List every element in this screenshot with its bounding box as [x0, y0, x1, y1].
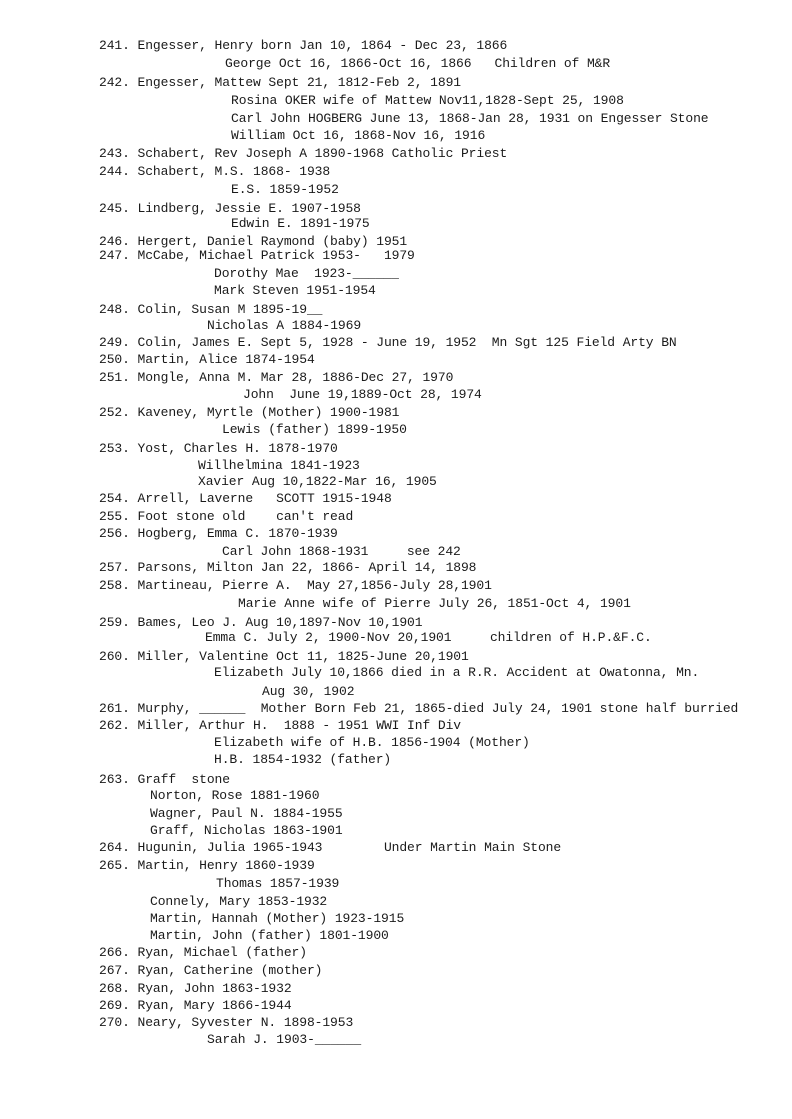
entry-line: Carl John 1868-1931 see 242 [222, 544, 461, 559]
entry-line: Dorothy Mae 1923-______ [214, 266, 399, 281]
entry-line: 252. Kaveney, Myrtle (Mother) 1900-1981 [99, 405, 400, 420]
entry-line: Carl John HOGBERG June 13, 1868-Jan 28, 1931 on Engesser Stone [231, 111, 709, 126]
entry-line: Wagner, Paul N. 1884-1955 [150, 806, 343, 821]
entry-line: Xavier Aug 10,1822-Mar 16, 1905 [198, 474, 437, 489]
entry-line: Nicholas A 1884-1969 [207, 318, 362, 333]
entry-line: 248. Colin, Susan M 1895-19__ [99, 302, 323, 317]
entry-line: 251. Mongle, Anna M. Mar 28, 1886-Dec 27, 1970 [99, 370, 454, 385]
entry-line: 253. Yost, Charles H. 1878-1970 [99, 441, 338, 456]
entry-line: 265. Martin, Henry 1860-1939 [99, 858, 315, 873]
entry-line: Edwin E. 1891-1975 [231, 216, 370, 231]
entry-line: Elizabeth wife of H.B. 1856-1904 (Mother) [214, 735, 530, 750]
entry-line: Connely, Mary 1853-1932 [150, 894, 328, 909]
entry-line: 260. Miller, Valentine Oct 11, 1825-June 20,1901 [99, 649, 469, 664]
entry-line: 243. Schabert, Rev Joseph A 1890-1968 Catholic Priest [99, 146, 508, 161]
entry-line: Lewis (father) 1899-1950 [222, 422, 407, 437]
entry-line: Thomas 1857-1939 [216, 876, 340, 891]
entry-line: 255. Foot stone old can't read [99, 509, 354, 524]
entry-line: 250. Martin, Alice 1874-1954 [99, 352, 315, 367]
entry-line: 241. Engesser, Henry born Jan 10, 1864 - Dec 23, 1866 [99, 38, 508, 53]
entry-line: Mark Steven 1951-1954 [214, 283, 376, 298]
entry-line: 245. Lindberg, Jessie E. 1907-1958 [99, 201, 361, 216]
entry-line: 264. Hugunin, Julia 1965-1943 Under Martin Main Stone [99, 840, 562, 855]
entry-line: E.S. 1859-1952 [231, 182, 339, 197]
entry-line: 242. Engesser, Mattew Sept 21, 1812-Feb 2, 1891 [99, 75, 461, 90]
entry-line: 267. Ryan, Catherine (mother) [99, 963, 323, 978]
entry-line: 244. Schabert, M.S. 1868- 1938 [99, 164, 331, 179]
entry-line: Martin, John (father) 1801-1900 [150, 928, 389, 943]
entry-line: Norton, Rose 1881-1960 [150, 788, 320, 803]
entry-line: 247. McCabe, Michael Patrick 1953- 1979 [99, 248, 415, 263]
entry-line: 246. Hergert, Daniel Raymond (baby) 1951 [99, 234, 408, 249]
entry-line: Emma C. July 2, 1900-Nov 20,1901 children of H.P.&F.C. [205, 630, 652, 645]
entry-line: 259. Bames, Leo J. Aug 10,1897-Nov 10,1901 [99, 615, 423, 630]
entry-line: Marie Anne wife of Pierre July 26, 1851-Oct 4, 1901 [238, 596, 631, 611]
entry-line: John June 19,1889-Oct 28, 1974 [243, 387, 482, 402]
entry-line: 266. Ryan, Michael (father) [99, 945, 307, 960]
entry-line: 249. Colin, James E. Sept 5, 1928 - June 19, 1952 Mn Sgt 125 Field Arty BN [99, 335, 677, 350]
entry-line: Graff, Nicholas 1863-1901 [150, 823, 343, 838]
entry-line: Martin, Hannah (Mother) 1923-1915 [150, 911, 405, 926]
entry-line: 258. Martineau, Pierre A. May 27,1856-July 28,1901 [99, 578, 492, 593]
entry-line: Elizabeth July 10,1866 died in a R.R. Accident at Owatonna, Mn. [214, 665, 700, 680]
entry-line: George Oct 16, 1866-Oct 16, 1866 Children of M&R [225, 56, 611, 71]
entry-line: 256. Hogberg, Emma C. 1870-1939 [99, 526, 338, 541]
entry-line: Aug 30, 1902 [262, 684, 355, 699]
entry-line: 262. Miller, Arthur H. 1888 - 1951 WWI Inf Div [99, 718, 461, 733]
entry-line: 261. Murphy, ______ Mother Born Feb 21, 1865-died July 24, 1901 stone half burried [99, 701, 739, 716]
entry-line: 269. Ryan, Mary 1866-1944 [99, 998, 292, 1013]
entry-line: 263. Graff stone [99, 772, 230, 787]
entry-line: H.B. 1854-1932 (father) [214, 752, 392, 767]
entry-line: William Oct 16, 1868-Nov 16, 1916 [231, 128, 486, 143]
entry-line: Rosina OKER wife of Mattew Nov11,1828-Sept 25, 1908 [231, 93, 624, 108]
entry-line: 254. Arrell, Laverne SCOTT 1915-1948 [99, 491, 392, 506]
entry-line: 270. Neary, Syvester N. 1898-1953 [99, 1015, 354, 1030]
entry-line: 257. Parsons, Milton Jan 22, 1866- April 14, 1898 [99, 560, 477, 575]
entry-line: Willhelmina 1841-1923 [198, 458, 360, 473]
entry-line: 268. Ryan, John 1863-1932 [99, 981, 292, 996]
entry-line: Sarah J. 1903-______ [207, 1032, 362, 1047]
